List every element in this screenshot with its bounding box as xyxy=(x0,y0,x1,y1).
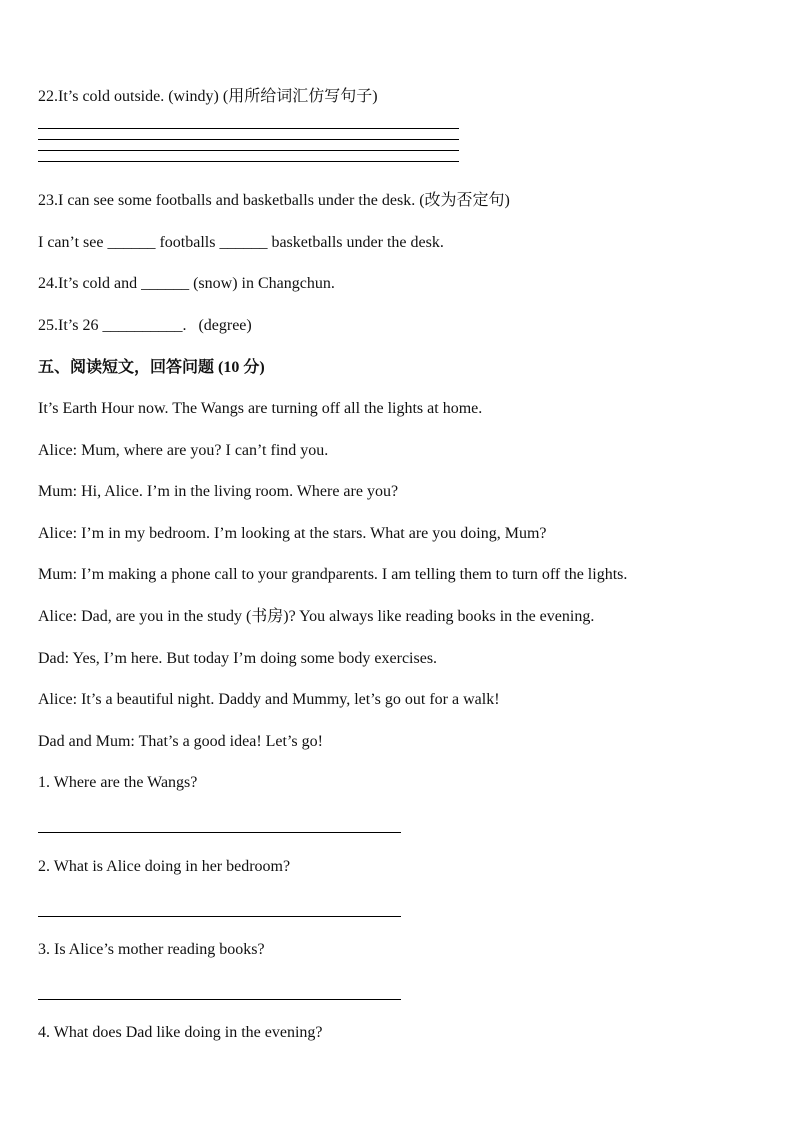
question-22: 22.It’s cold outside. (windy) (用所给词汇仿写句子) xyxy=(38,88,378,105)
question-23: 23.I can see some footballs and basketballs under the desk. (改为否定句) xyxy=(38,192,510,209)
passage-line: Mum: I’m making a phone call to your grandparents. I am telling them to turn off the lights. xyxy=(38,566,628,583)
reading-question-1: 1. Where are the Wangs? xyxy=(38,774,198,791)
passage-line: Dad and Mum: That’s a good idea! Let’s go! xyxy=(38,733,323,750)
passage-line: Dad: Yes, I’m here. But today I’m doing some body exercises. xyxy=(38,650,438,667)
reading-question-2: 2. What is Alice doing in her bedroom? xyxy=(38,858,291,875)
answer-line xyxy=(38,161,459,162)
reading-question-4: 4. What does Dad like doing in the evening? xyxy=(38,1024,323,1041)
reading-question-3: 3. Is Alice’s mother reading books? xyxy=(38,941,265,958)
question-25: 25.It’s 26 __________. (degree) xyxy=(38,317,252,334)
answer-line xyxy=(38,139,459,140)
answer-line xyxy=(38,916,401,917)
passage-line: Alice: Dad, are you in the study (书房)? You always like reading books in the evening. xyxy=(38,608,595,625)
answer-line xyxy=(38,150,459,151)
passage-line: Alice: It’s a beautiful night. Daddy and Mummy, let’s go out for a walk! xyxy=(38,691,500,708)
question-23-answer-frame: I can’t see ______ footballs ______ basketballs under the desk. xyxy=(38,234,444,251)
answer-line xyxy=(38,832,401,833)
answer-line xyxy=(38,999,401,1000)
passage-line: Mum: Hi, Alice. I’m in the living room. Where are you? xyxy=(38,483,399,500)
answer-line xyxy=(38,128,459,129)
passage-line: Alice: Mum, where are you? I can’t find you. xyxy=(38,442,329,459)
question-24: 24.It’s cold and ______ (snow) in Changchun. xyxy=(38,275,335,292)
passage-line: It’s Earth Hour now. The Wangs are turning off all the lights at home. xyxy=(38,400,483,417)
passage-line: Alice: I’m in my bedroom. I’m looking at the stars. What are you doing, Mum? xyxy=(38,525,547,542)
section-heading: 五、阅读短文，回答问题 (10 分) xyxy=(38,359,265,376)
